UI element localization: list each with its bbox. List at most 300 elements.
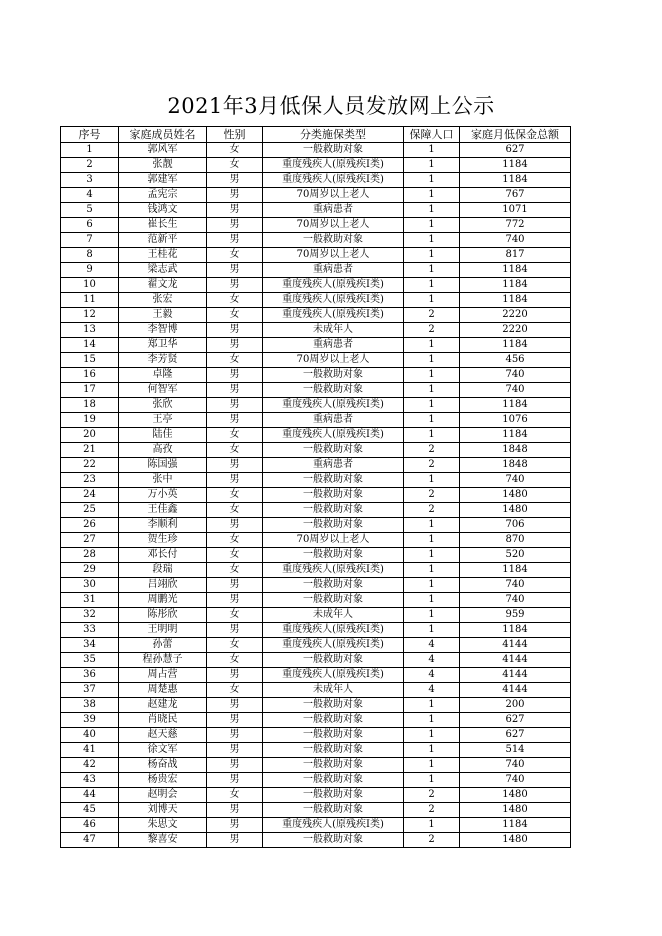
cell-persons: 1 [404,758,460,773]
cell-index: 37 [61,683,119,698]
cell-gender: 男 [207,623,263,638]
cell-index: 38 [61,698,119,713]
cell-name: 陆佳 [119,428,207,443]
cell-persons: 1 [404,593,460,608]
cell-name: 陈国强 [119,458,207,473]
cell-amount: 514 [460,743,571,758]
cell-name: 李智博 [119,323,207,338]
cell-persons: 2 [404,488,460,503]
cell-amount: 200 [460,698,571,713]
header-name: 家庭成员姓名 [119,127,207,143]
cell-gender: 女 [207,653,263,668]
cell-persons: 2 [404,323,460,338]
cell-amount: 4144 [460,668,571,683]
cell-name: 王亭 [119,413,207,428]
cell-name: 王毅 [119,308,207,323]
cell-persons: 1 [404,188,460,203]
cell-gender: 男 [207,188,263,203]
table-row [61,608,571,623]
cell-index: 18 [61,398,119,413]
cell-persons: 1 [404,203,460,218]
cell-gender: 男 [207,338,263,353]
subsidy-table [60,126,571,848]
cell-name: 郭建军 [119,173,207,188]
cell-persons: 4 [404,683,460,698]
cell-category: 一般救助对象 [263,773,404,788]
table-row [61,743,571,758]
cell-index: 45 [61,803,119,818]
table-row [61,263,571,278]
cell-amount: 1184 [460,623,571,638]
table-row [61,548,571,563]
cell-name: 郭风军 [119,143,207,158]
cell-persons: 2 [404,833,460,848]
cell-amount: 1184 [460,173,571,188]
cell-gender: 女 [207,503,263,518]
cell-amount: 1480 [460,503,571,518]
cell-persons: 1 [404,263,460,278]
cell-category: 一般救助对象 [263,548,404,563]
cell-category: 一般救助对象 [263,743,404,758]
cell-gender: 男 [207,698,263,713]
cell-name: 杨奋战 [119,758,207,773]
cell-index: 3 [61,173,119,188]
cell-gender: 男 [207,203,263,218]
cell-category: 一般救助对象 [263,443,404,458]
table-header-row [61,127,571,143]
table-row [61,728,571,743]
table-row [61,698,571,713]
table-row [61,758,571,773]
header-index: 序号 [61,127,119,143]
cell-name: 张欣 [119,398,207,413]
cell-gender: 男 [207,728,263,743]
cell-persons: 1 [404,473,460,488]
cell-name: 黎喜安 [119,833,207,848]
cell-amount: 817 [460,248,571,263]
cell-index: 26 [61,518,119,533]
cell-category: 一般救助对象 [263,593,404,608]
cell-amount: 740 [460,383,571,398]
cell-category: 重度残疾人(原残疾Ⅰ类) [263,173,404,188]
header-category: 分类施保类型 [263,127,404,143]
cell-persons: 1 [404,818,460,833]
cell-index: 27 [61,533,119,548]
cell-amount: 772 [460,218,571,233]
table-row [61,593,571,608]
cell-persons: 1 [404,338,460,353]
table-row [61,338,571,353]
table-row [61,488,571,503]
cell-category: 重度残疾人(原残疾Ⅰ类) [263,158,404,173]
cell-category: 重度残疾人(原残疾Ⅰ类) [263,623,404,638]
cell-gender: 女 [207,428,263,443]
cell-gender: 女 [207,533,263,548]
cell-amount: 4144 [460,683,571,698]
cell-persons: 1 [404,608,460,623]
cell-gender: 男 [207,803,263,818]
cell-amount: 740 [460,368,571,383]
cell-amount: 1184 [460,428,571,443]
table-row [61,383,571,398]
cell-category: 重度残疾人(原残疾Ⅰ类) [263,278,404,293]
cell-gender: 男 [207,818,263,833]
cell-amount: 627 [460,728,571,743]
cell-amount: 1848 [460,458,571,473]
cell-amount: 1480 [460,833,571,848]
cell-persons: 1 [404,398,460,413]
cell-gender: 女 [207,548,263,563]
cell-amount: 4144 [460,653,571,668]
table-row [61,503,571,518]
cell-index: 14 [61,338,119,353]
cell-name: 徐文军 [119,743,207,758]
cell-index: 19 [61,413,119,428]
cell-persons: 1 [404,278,460,293]
cell-persons: 1 [404,368,460,383]
cell-name: 王明明 [119,623,207,638]
cell-index: 8 [61,248,119,263]
cell-amount: 1848 [460,443,571,458]
cell-category: 一般救助对象 [263,503,404,518]
cell-category: 一般救助对象 [263,803,404,818]
cell-gender: 男 [207,368,263,383]
table-row [61,278,571,293]
cell-persons: 4 [404,668,460,683]
cell-category: 70周岁以上老人 [263,218,404,233]
cell-gender: 男 [207,263,263,278]
cell-name: 崔长生 [119,218,207,233]
cell-gender: 男 [207,383,263,398]
cell-gender: 男 [207,758,263,773]
cell-amount: 740 [460,773,571,788]
cell-amount: 1480 [460,788,571,803]
cell-name: 钱鸿文 [119,203,207,218]
cell-amount: 1076 [460,413,571,428]
cell-index: 15 [61,353,119,368]
table-row [61,353,571,368]
table-row [61,533,571,548]
cell-name: 赵建龙 [119,698,207,713]
cell-gender: 男 [207,518,263,533]
cell-index: 13 [61,323,119,338]
table-row [61,683,571,698]
cell-persons: 4 [404,638,460,653]
cell-category: 重病患者 [263,203,404,218]
cell-gender: 男 [207,458,263,473]
cell-index: 1 [61,143,119,158]
cell-index: 28 [61,548,119,563]
cell-name: 万小英 [119,488,207,503]
cell-gender: 男 [207,668,263,683]
cell-name: 李顺利 [119,518,207,533]
cell-amount: 767 [460,188,571,203]
header-persons: 保障人口 [404,127,460,143]
cell-name: 赵天慈 [119,728,207,743]
cell-name: 范新平 [119,233,207,248]
cell-index: 9 [61,263,119,278]
cell-persons: 1 [404,578,460,593]
cell-category: 重病患者 [263,338,404,353]
cell-name: 贺生珍 [119,533,207,548]
cell-name: 高孜 [119,443,207,458]
cell-amount: 740 [460,578,571,593]
table-row [61,788,571,803]
cell-index: 4 [61,188,119,203]
cell-category: 一般救助对象 [263,368,404,383]
cell-category: 一般救助对象 [263,653,404,668]
cell-persons: 4 [404,653,460,668]
cell-gender: 男 [207,278,263,293]
cell-amount: 959 [460,608,571,623]
cell-persons: 1 [404,533,460,548]
cell-gender: 女 [207,353,263,368]
cell-category: 一般救助对象 [263,518,404,533]
cell-index: 5 [61,203,119,218]
cell-amount: 740 [460,233,571,248]
cell-category: 重度残疾人(原残疾Ⅰ类) [263,293,404,308]
cell-amount: 520 [460,548,571,563]
cell-index: 36 [61,668,119,683]
cell-index: 34 [61,638,119,653]
cell-amount: 1184 [460,338,571,353]
cell-amount: 870 [460,533,571,548]
cell-gender: 女 [207,143,263,158]
cell-index: 12 [61,308,119,323]
cell-amount: 1184 [460,278,571,293]
cell-index: 2 [61,158,119,173]
cell-amount: 1184 [460,563,571,578]
cell-gender: 女 [207,293,263,308]
cell-persons: 1 [404,218,460,233]
cell-persons: 1 [404,413,460,428]
table-row [61,203,571,218]
cell-amount: 4144 [460,638,571,653]
cell-name: 张中 [119,473,207,488]
table-row [61,518,571,533]
cell-category: 未成年人 [263,608,404,623]
cell-amount: 2220 [460,308,571,323]
cell-category: 重度残疾人(原残疾Ⅰ类) [263,668,404,683]
cell-gender: 男 [207,833,263,848]
cell-name: 李芳贤 [119,353,207,368]
cell-gender: 女 [207,608,263,623]
cell-persons: 1 [404,353,460,368]
cell-gender: 男 [207,413,263,428]
cell-category: 70周岁以上老人 [263,248,404,263]
cell-category: 一般救助对象 [263,713,404,728]
cell-index: 21 [61,443,119,458]
cell-index: 33 [61,623,119,638]
cell-gender: 女 [207,683,263,698]
table-row [61,248,571,263]
cell-gender: 女 [207,443,263,458]
cell-amount: 1480 [460,803,571,818]
cell-amount: 740 [460,758,571,773]
cell-index: 47 [61,833,119,848]
cell-gender: 女 [207,788,263,803]
cell-persons: 1 [404,248,460,263]
table-row [61,563,571,578]
cell-category: 一般救助对象 [263,578,404,593]
cell-index: 6 [61,218,119,233]
cell-index: 29 [61,563,119,578]
cell-amount: 1184 [460,263,571,278]
table-row [61,473,571,488]
cell-persons: 1 [404,383,460,398]
cell-gender: 男 [207,473,263,488]
cell-persons: 1 [404,623,460,638]
header-amount: 家庭月低保金总额 [460,127,571,143]
cell-name: 何智军 [119,383,207,398]
cell-category: 重度残疾人(原残疾Ⅰ类) [263,638,404,653]
cell-index: 25 [61,503,119,518]
cell-gender: 女 [207,158,263,173]
cell-category: 70周岁以上老人 [263,353,404,368]
cell-index: 23 [61,473,119,488]
cell-index: 20 [61,428,119,443]
table-row [61,443,571,458]
cell-category: 70周岁以上老人 [263,533,404,548]
cell-persons: 2 [404,788,460,803]
cell-category: 一般救助对象 [263,233,404,248]
cell-name: 孙蕾 [119,638,207,653]
table-row [61,668,571,683]
cell-name: 吕翊欣 [119,578,207,593]
cell-persons: 1 [404,563,460,578]
cell-gender: 女 [207,308,263,323]
cell-persons: 1 [404,158,460,173]
table-row [61,188,571,203]
cell-gender: 男 [207,773,263,788]
cell-category: 重度残疾人(原残疾Ⅰ类) [263,818,404,833]
cell-name: 郑卫华 [119,338,207,353]
cell-name: 孟宪宗 [119,188,207,203]
cell-name: 周占营 [119,668,207,683]
cell-name: 王佳鑫 [119,503,207,518]
table-row [61,143,571,158]
cell-amount: 1184 [460,293,571,308]
cell-index: 35 [61,653,119,668]
table-row [61,578,571,593]
table-row [61,398,571,413]
cell-gender: 男 [207,173,263,188]
cell-gender: 男 [207,233,263,248]
cell-index: 43 [61,773,119,788]
table-row [61,833,571,848]
cell-category: 一般救助对象 [263,698,404,713]
cell-gender: 男 [207,398,263,413]
table-row [61,413,571,428]
cell-gender: 女 [207,638,263,653]
table-row [61,293,571,308]
table-row [61,428,571,443]
cell-category: 一般救助对象 [263,728,404,743]
cell-name: 段瑞 [119,563,207,578]
cell-name: 邓长付 [119,548,207,563]
cell-persons: 1 [404,743,460,758]
cell-name: 程孙慧子 [119,653,207,668]
cell-index: 11 [61,293,119,308]
cell-gender: 女 [207,248,263,263]
cell-name: 刘博天 [119,803,207,818]
table-row [61,653,571,668]
table-row [61,818,571,833]
cell-index: 10 [61,278,119,293]
cell-persons: 2 [404,503,460,518]
page-title: 2021年3月低保人员发放网上公示 [167,94,495,118]
cell-category: 一般救助对象 [263,383,404,398]
header-gender: 性别 [207,127,263,143]
cell-persons: 2 [404,308,460,323]
cell-amount: 456 [460,353,571,368]
cell-gender: 女 [207,563,263,578]
cell-index: 30 [61,578,119,593]
table-row [61,713,571,728]
cell-gender: 男 [207,218,263,233]
table-row [61,458,571,473]
cell-persons: 1 [404,518,460,533]
cell-name: 赵明会 [119,788,207,803]
cell-name: 陈彤欣 [119,608,207,623]
cell-index: 40 [61,728,119,743]
cell-persons: 1 [404,233,460,248]
cell-index: 46 [61,818,119,833]
cell-persons: 1 [404,713,460,728]
table-row [61,773,571,788]
cell-category: 一般救助对象 [263,758,404,773]
cell-index: 39 [61,713,119,728]
cell-index: 17 [61,383,119,398]
cell-amount: 2220 [460,323,571,338]
cell-name: 翟文龙 [119,278,207,293]
cell-persons: 1 [404,728,460,743]
cell-gender: 男 [207,743,263,758]
cell-amount: 627 [460,143,571,158]
cell-gender: 男 [207,323,263,338]
cell-index: 22 [61,458,119,473]
table-row [61,323,571,338]
cell-index: 24 [61,488,119,503]
cell-name: 张靓 [119,158,207,173]
cell-gender: 男 [207,713,263,728]
cell-amount: 1480 [460,488,571,503]
cell-gender: 男 [207,578,263,593]
cell-gender: 男 [207,593,263,608]
cell-category: 一般救助对象 [263,143,404,158]
cell-persons: 1 [404,143,460,158]
cell-category: 重度残疾人(原残疾Ⅰ类) [263,308,404,323]
table-row [61,218,571,233]
table-row [61,158,571,173]
cell-name: 卓隆 [119,368,207,383]
cell-category: 一般救助对象 [263,788,404,803]
cell-amount: 1071 [460,203,571,218]
table-row [61,368,571,383]
cell-persons: 2 [404,458,460,473]
cell-persons: 1 [404,548,460,563]
cell-category: 70周岁以上老人 [263,188,404,203]
cell-persons: 2 [404,443,460,458]
cell-category: 一般救助对象 [263,488,404,503]
cell-gender: 女 [207,488,263,503]
cell-category: 未成年人 [263,683,404,698]
cell-name: 梁志武 [119,263,207,278]
cell-index: 41 [61,743,119,758]
cell-index: 42 [61,758,119,773]
table-row [61,308,571,323]
cell-name: 周楚惠 [119,683,207,698]
